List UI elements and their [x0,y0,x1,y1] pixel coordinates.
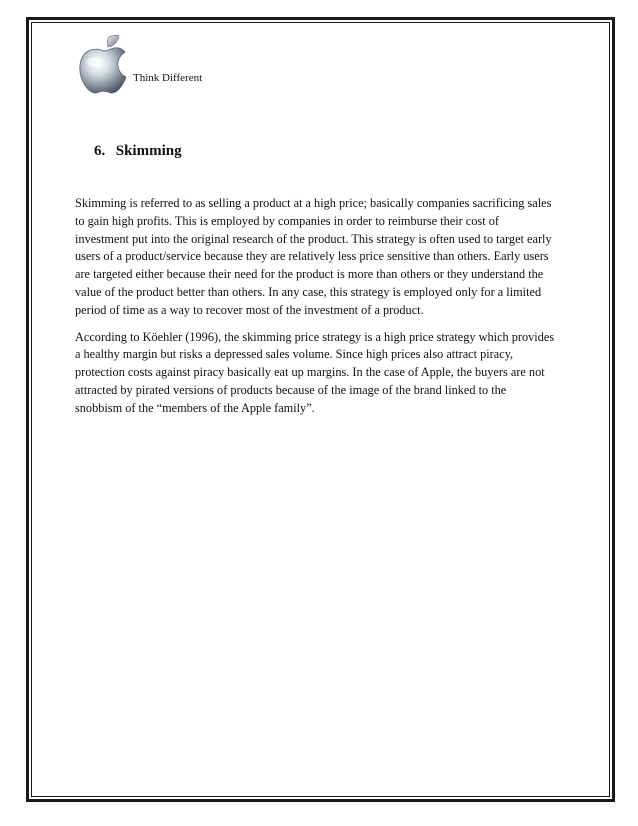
paragraph-line: are targeted either because their need for the product is more than others or they understand the [75,267,544,282]
paragraph-line: Skimming is referred to as selling a product at a high price; basically companies sacrificing sales [75,196,552,210]
section-number: 6. [94,143,106,159]
paragraph-skimming-definition [75,195,575,320]
paragraph-line: snobbism of the “members of the Apple family”. [75,400,315,415]
paragraph-line: value of the product better than others. In any case, this strategy is employed only for a limited [75,284,542,299]
apple-logo-icon [76,34,132,96]
paragraph-line: According to Köehler (1996), the skimming price strategy is a high price strategy which provides [75,329,555,344]
paragraph-line: users of a product/service because they are relatively less price sensitive than others. Early users [75,249,549,264]
header-tagline: Think Different [133,72,203,84]
section-title: Skimming [115,143,182,159]
paragraph-line: attracted by pirated versions of products because of the image of the brand linked to the [75,382,507,397]
paragraph-line: period of time as a way to recover most of the investment of a product. [75,302,424,317]
paragraph-line: to gain high profits. This is employed by companies in order to reimburse their cost of [75,213,499,228]
paragraph-koehler [75,329,575,418]
paragraph-line: a healthy margin but risks a depressed sales volume. Since high prices also attract piracy, [75,347,514,362]
paragraph-line: protection costs against piracy basically eat up margins. In the case of Apple, the buyers are not [75,365,545,380]
section-heading [94,142,182,160]
body-text [75,195,575,427]
paragraph-line: investment put into the original research of the product. This strategy is often used to target early [75,231,552,246]
